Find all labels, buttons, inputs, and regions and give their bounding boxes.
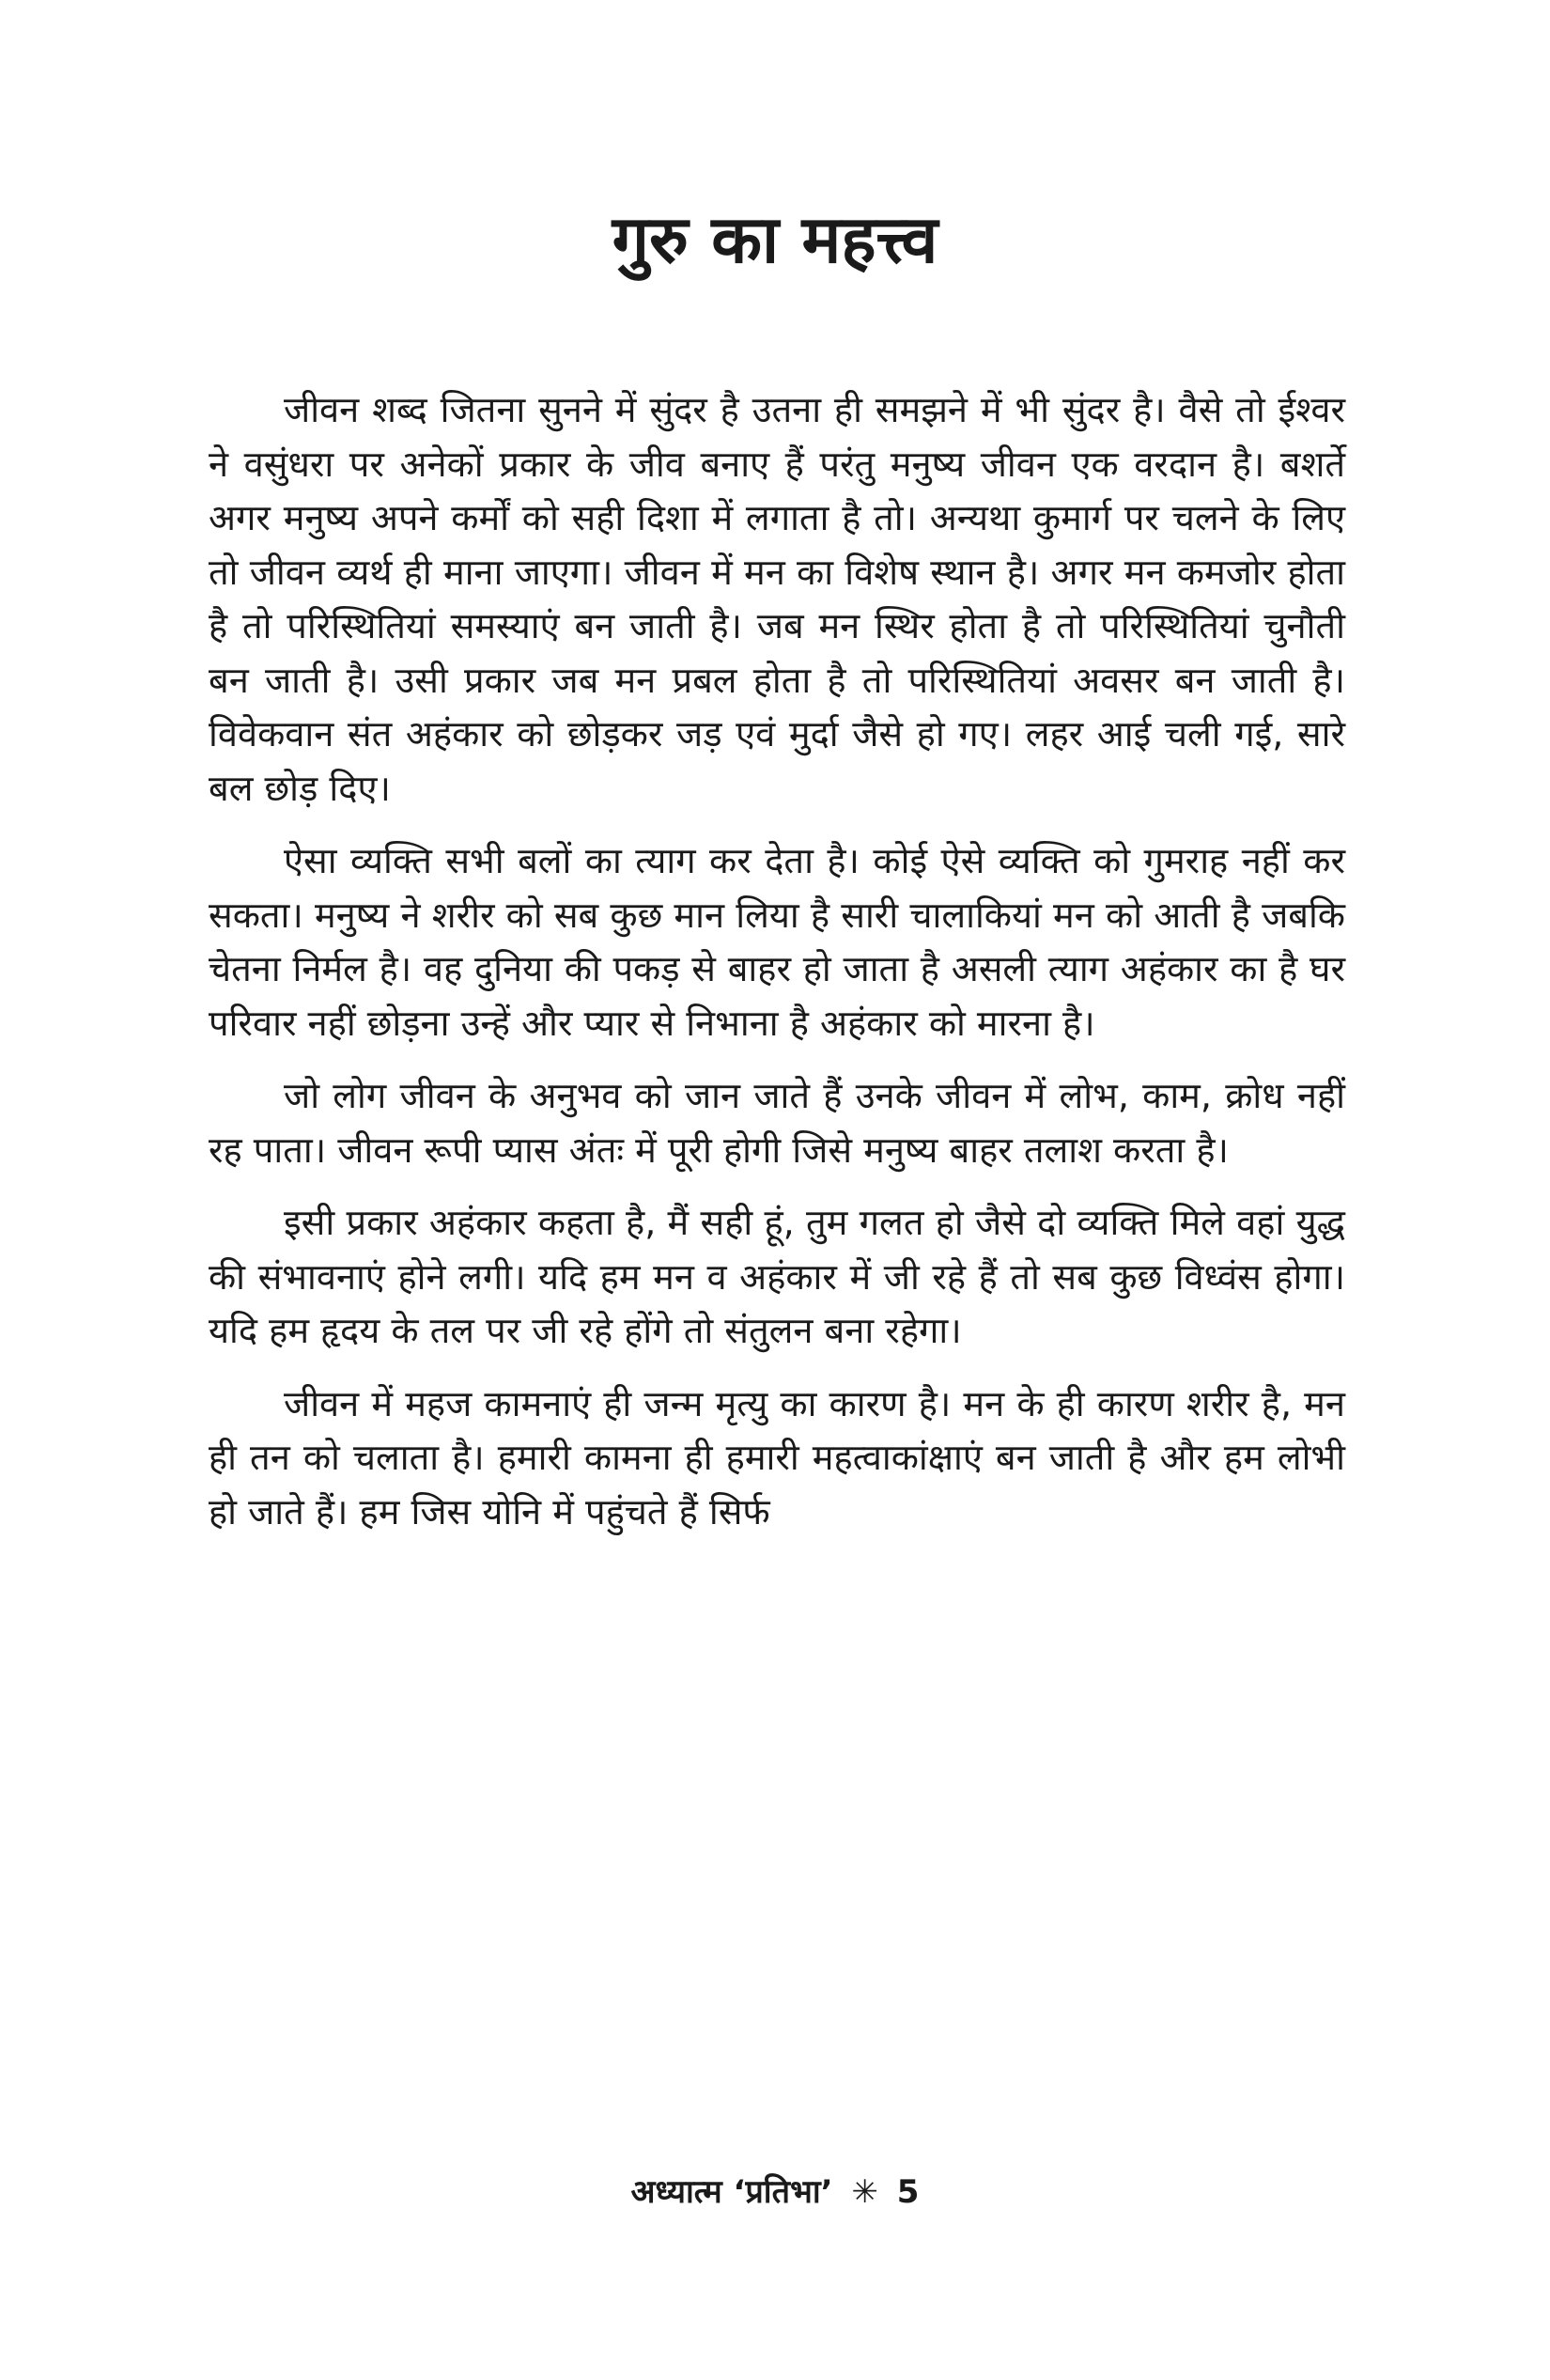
paragraph-1: जीवन शब्द जितना सुनने में सुंदर है उतना ही समझने में भी सुंदर है। वैसे तो ईश्वर ने वसुंधरा पर अनेकों प्रकार के जीव बनाए हैं परंतु मनुष्य जीवन एक वरदान है। बशर्ते अगर मनुष्य अपने कर्मों को सही दिशा में लगाता है तो। अन्यथा कुमार्ग पर चलने के लिए तो जीवन व्यर्थ ही माना जाएगा। जीवन में मन का विशेष स्थान है। अगर मन कमजोर होता है तो परिस्थितियां समस्याएं बन जाती है। जब मन स्थिर होता है तो परिस्थितियां चुनौती बन जाती है। उसी प्रकार जब मन प्रबल होता है तो परिस्थितियां अवसर बन जाती है। विवेकवान संत अहंकार को छोड़कर जड़ एवं मुर्दा जैसे हो गए। लहर आई चली गई, सारे बल छोड़ दिए।	[209, 389, 1345, 809]
paragraph-2: ऐसा व्यक्ति सभी बलों का त्याग कर देता है। कोई ऐसे व्यक्ति को गुमराह नहीं कर सकता। मनुष्य ने शरीर को सब कुछ मान लिया है सारी चालाकियां मन को आती है जबकि चेतना निर्मल है। वह दुनिया की पकड़ से बाहर हो जाता है असली त्याग अहंकार का है घर परिवार नहीं छोड़ना उन्हें और प्यार से निभाना है अहंकार को मारना है।	[209, 840, 1345, 1044]
asterisk-icon: ✳	[851, 2173, 878, 2211]
paragraph-5: जीवन में महज कामनाएं ही जन्म मृत्यु का कारण है। मन के ही कारण शरीर है, मन ही तन को चलाता है। हमारी कामना ही हमारी महत्वाकांक्षाएं बन जाती है और हम लोभी हो जाते हैं। हम जिस योनि में पहुंचते हैं सिर्फ	[209, 1382, 1345, 1532]
chapter-title: गुरु का महत्त्व	[612, 201, 938, 278]
paragraph-3: जो लोग जीवन के अनुभव को जान जाते हैं उनके जीवन में लोभ, काम, क्रोध नहीं रह पाता। जीवन रूपी प्यास अंतः में पूरी होगी जिसे मनुष्य बाहर तलाश करता है।	[209, 1075, 1345, 1171]
footer-book-title: अध्यात्म ‘प्रतिभा’	[630, 2173, 833, 2211]
paragraph-4: इसी प्रकार अहंकार कहता है, मैं सही हूं, तुम गलत हो जैसे दो व्यक्ति मिले वहां युद्ध की संभावनाएं होने लगी। यदि हम मन व अहंकार में जी रहे हैं तो सब कुछ विध्वंस होगा। यदि हम हृदय के तल पर जी रहे होंगे तो संतुलन बना रहेगा।	[209, 1202, 1345, 1351]
page-footer	[0, 2169, 1550, 2216]
chapter-body	[209, 383, 1345, 1558]
page-number: 5	[896, 2173, 920, 2211]
